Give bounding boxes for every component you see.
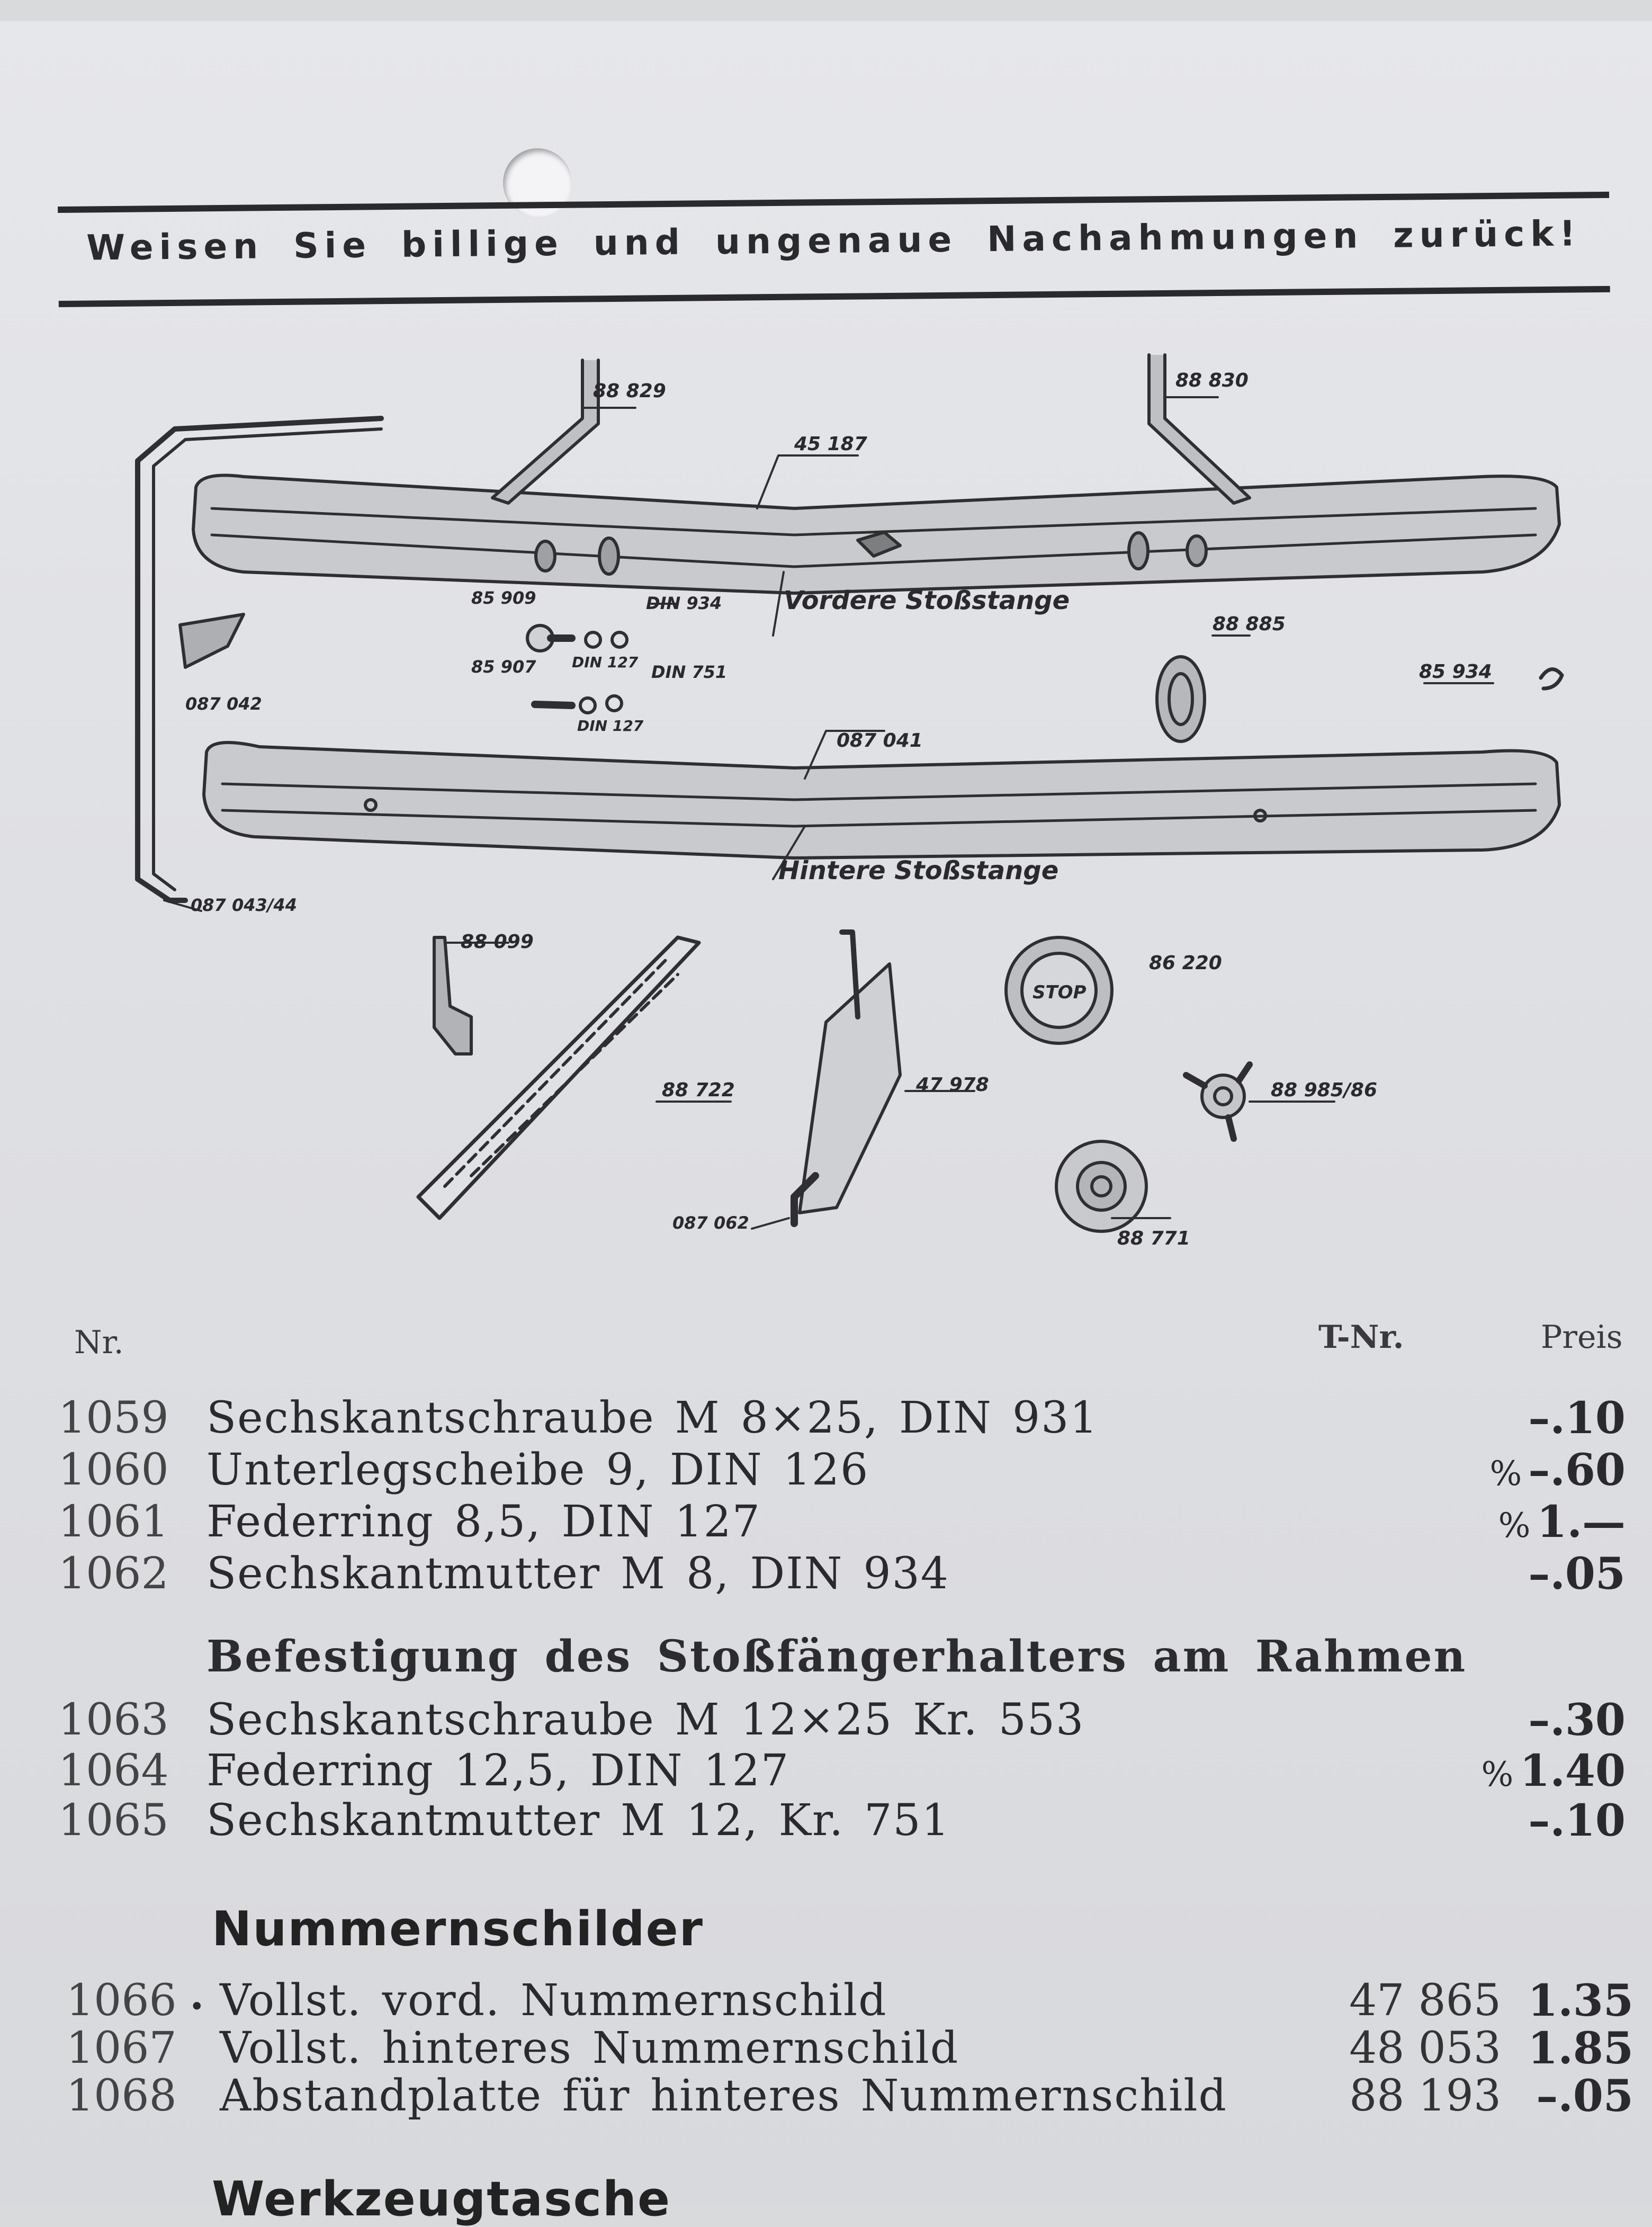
header-nr: Nr. [74, 1324, 124, 1361]
item-number: 1063 [58, 1695, 169, 1745]
label-88099: 88 099 [461, 931, 534, 953]
item-price-wrapper [1498, 1497, 1626, 1548]
item-number: 1062 [58, 1549, 169, 1599]
item-description: Sechskantmutter M 12, Kr. 751 [206, 1795, 950, 1846]
label-087043: 087 043/44 [191, 895, 297, 915]
table-row [58, 1445, 1626, 1496]
item-price: –.10 [1528, 1393, 1626, 1444]
item-description: Federring 12,5, DIN 127 [206, 1746, 790, 1796]
table-row [58, 1795, 1626, 1846]
table-row [66, 1975, 1633, 2026]
item-price: 1.40 [1520, 1746, 1626, 1796]
label-din127a: DIN 127 [572, 654, 639, 671]
item-tnr: 47 865 [1349, 1975, 1501, 2026]
item-number: 1066 [66, 1975, 177, 2026]
label-88722: 88 722 [662, 1079, 735, 1101]
item-price: –.05 [1528, 1549, 1626, 1599]
table-row [66, 2071, 1633, 2122]
label-88771: 88 771 [1117, 1228, 1190, 1249]
section-heading-werkzeugtasche: Werkzeugtasche [212, 2171, 671, 2227]
label-rear-bumper: Hintere Stoßstange [778, 856, 1059, 886]
label-front-bumper: Vordere Stoßstange [784, 586, 1070, 615]
label-din127b: DIN 127 [577, 717, 644, 735]
label-88830: 88 830 [1175, 370, 1249, 391]
license-plate-88722 [418, 937, 699, 1218]
label-087041: 087 041 [837, 730, 923, 752]
label-85934: 85 934 [1419, 661, 1492, 683]
item-tnr: 48 053 [1349, 2023, 1501, 2073]
label-88829: 88 829 [593, 380, 666, 402]
table-row [66, 2023, 1633, 2074]
item-number: 1067 [66, 2023, 177, 2073]
per-hundred-mark: % [1498, 1506, 1531, 1545]
item-number: 1059 [58, 1393, 169, 1443]
item-description: Vollst. hinteres Nummernschild [220, 2023, 959, 2073]
label-47978: 47 978 [916, 1074, 989, 1096]
item-price-wrapper [1481, 1746, 1626, 1796]
item-price: –.60 [1528, 1445, 1626, 1496]
bracket-087042 [180, 614, 244, 667]
table-row [58, 1393, 1626, 1444]
label-85907: 85 907 [471, 657, 536, 677]
parts-illustration [106, 350, 1578, 1324]
item-description: Unterlegscheibe 9, DIN 126 [206, 1445, 869, 1495]
bracket-88099 [434, 937, 471, 1054]
section-heading-nummernschilder: Nummernschilder [212, 1901, 704, 1957]
item-number: 1061 [58, 1497, 169, 1547]
item-price: 1.85 [1528, 2023, 1633, 2074]
subheading-mounting: Befestigung des Stoßfängerhalters am Rahmen [206, 1631, 1467, 1682]
per-hundred-mark: % [1489, 1454, 1522, 1493]
label-087062: 087 062 [672, 1213, 749, 1233]
item-number: 1068 [66, 2071, 177, 2121]
item-price: 1.— [1537, 1497, 1626, 1548]
item-description: Sechskantmutter M 8, DIN 934 [206, 1549, 949, 1599]
warning-banner [58, 192, 1610, 307]
item-tnr: 88 193 [1349, 2071, 1501, 2121]
banner-text: Weisen Sie billige und ungenaue Nachahmungen zurück! [86, 213, 1582, 269]
table-row [58, 1746, 1626, 1796]
item-description: Abstandplatte für hinteres Nummernschild [220, 2071, 1228, 2121]
header-tnr: T-Nr. [1318, 1319, 1404, 1356]
item-number: 1060 [58, 1445, 169, 1495]
table-row [58, 1497, 1626, 1548]
item-description: Vollst. vord. Nummernschild [220, 1975, 887, 2026]
per-hundred-mark: % [1481, 1755, 1514, 1794]
item-number: 1064 [58, 1746, 169, 1796]
item-description: Federring 8,5, DIN 127 [206, 1497, 761, 1547]
part-88885 [1157, 657, 1205, 741]
parts-drawing [106, 350, 1578, 1324]
item-price: –.05 [1536, 2071, 1633, 2122]
bracket-88829 [492, 360, 598, 503]
item-price: –.10 [1528, 1795, 1626, 1846]
label-88985: 88 985/86 [1271, 1079, 1378, 1101]
label-45187: 45 187 [794, 433, 867, 455]
table-row [58, 1695, 1626, 1746]
label-86220: 86 220 [1149, 952, 1222, 974]
label-stop: STOP [1032, 982, 1087, 1003]
label-din934: DIN 934 [646, 593, 722, 613]
table-row [58, 1549, 1626, 1599]
item-description: Sechskantschraube M 8×25, DIN 931 [206, 1393, 1099, 1443]
header-preis: Preis [1541, 1319, 1623, 1356]
item-number: 1065 [58, 1795, 169, 1846]
label-087042: 087 042 [185, 694, 262, 714]
label-88885: 88 885 [1213, 613, 1286, 635]
catalog-page [0, 21, 1652, 2227]
item-description: Sechskantschraube M 12×25 Kr. 553 [206, 1695, 1085, 1745]
item-price: –.30 [1528, 1695, 1626, 1746]
item-price-wrapper [1490, 1445, 1626, 1496]
bullet-dot: • [189, 1991, 205, 2022]
item-price: 1.35 [1528, 1975, 1633, 2026]
label-85909: 85 909 [471, 588, 536, 608]
label-din751: DIN 751 [651, 662, 728, 682]
rear-bumper [204, 743, 1559, 858]
